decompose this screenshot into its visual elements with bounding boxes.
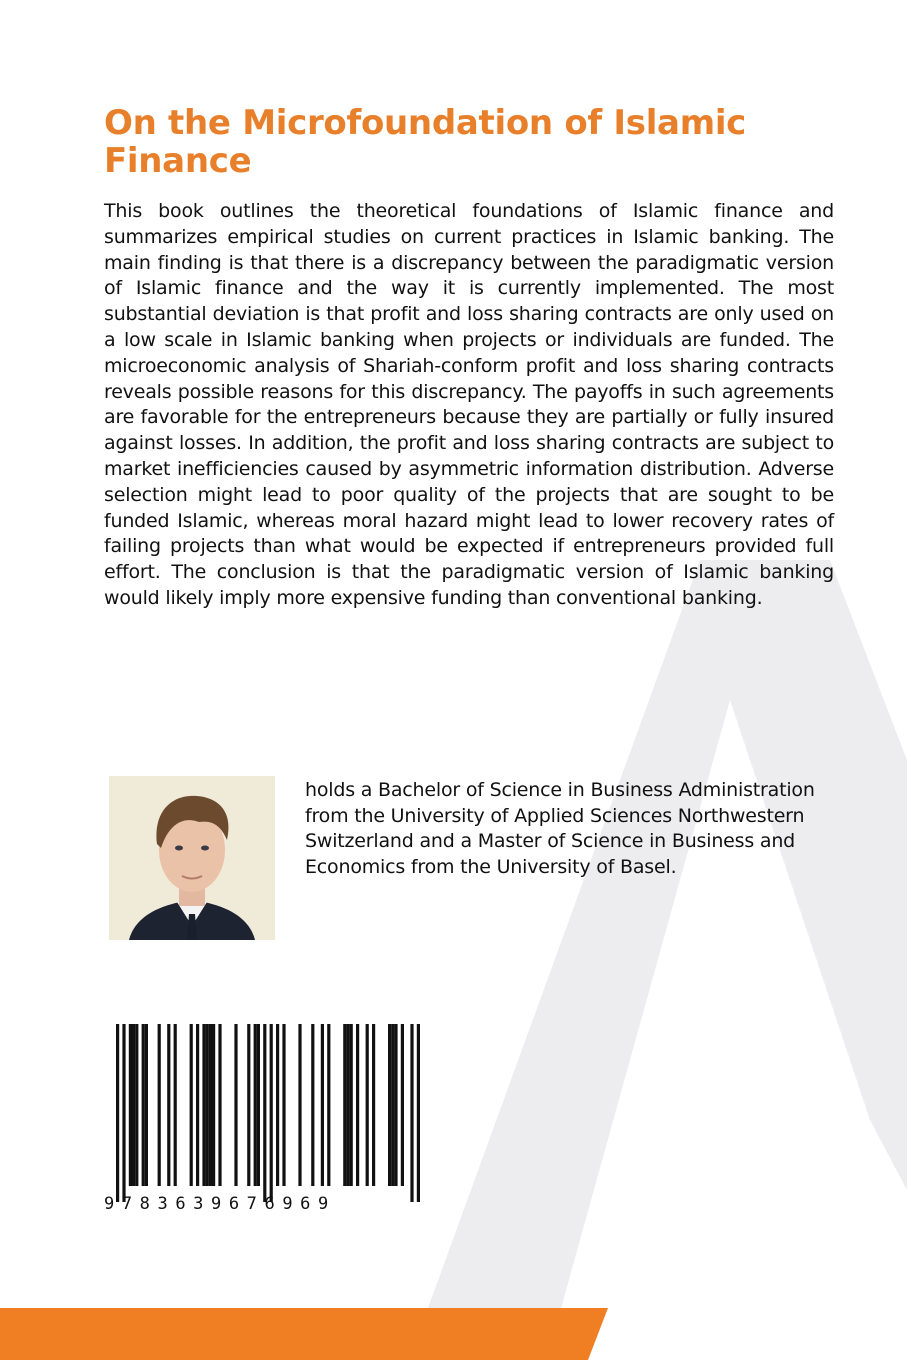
isbn-number: 9783639676969 [104, 1194, 336, 1214]
barcode-icon [104, 1024, 434, 1214]
barcode-bar [158, 1024, 161, 1186]
barcode-bar [350, 1024, 353, 1186]
barcode-bar [135, 1024, 138, 1186]
watermark-chevron [420, 560, 907, 1330]
author-portrait-icon [109, 776, 275, 940]
barcode-bar [209, 1024, 212, 1186]
barcode-bar [196, 1024, 199, 1186]
barcode-bar [218, 1024, 221, 1186]
barcode-bar [257, 1024, 260, 1186]
barcode-bar [417, 1024, 420, 1202]
barcode-bar [122, 1024, 125, 1202]
book-title: On the Microfoundation of Islamic Finance [104, 103, 747, 181]
barcode-bar [234, 1024, 237, 1186]
barcode-bar [366, 1024, 369, 1186]
barcode-bar [116, 1024, 119, 1202]
barcode-bar [372, 1024, 375, 1186]
barcode-bar [202, 1024, 205, 1186]
author-bio: holds a Bachelor of Science in Business Administration from the University of Applied Sciences Northwestern Switzerland and a Master of Science in Business and Economics from the University of Basel. [305, 779, 815, 878]
barcode-bar [276, 1024, 279, 1186]
barcode-bar [254, 1024, 257, 1186]
barcode-bar [388, 1024, 391, 1186]
barcode-bar [356, 1024, 359, 1186]
barcode-bar [167, 1024, 170, 1186]
barcode-bar [142, 1024, 145, 1186]
barcode-bar [391, 1024, 394, 1186]
barcode-bar [410, 1024, 413, 1202]
barcode-bar [346, 1024, 349, 1186]
barcode-bar [311, 1024, 314, 1186]
barcode-bar [263, 1024, 266, 1202]
barcode-bar [282, 1024, 285, 1186]
barcode-bar [321, 1024, 324, 1186]
barcode-bar [327, 1024, 330, 1186]
barcode-bar [206, 1024, 209, 1186]
barcode-bar [401, 1024, 404, 1186]
barcode-bar [298, 1024, 301, 1186]
barcode-bar [212, 1024, 215, 1186]
barcode-bar [132, 1024, 135, 1186]
barcode-bar [190, 1024, 193, 1186]
orange-footer-bar [0, 1308, 608, 1360]
barcode-bar [394, 1024, 397, 1186]
barcode-bar [270, 1024, 273, 1202]
barcode-bar [145, 1024, 148, 1186]
book-description: This book outlines the theoretical foundations of Islamic finance and summarizes empirical studies on current practices in Islamic banking. The main finding is that there is a discrepancy between the paradigmatic version of Islamic finance and the way it is currently implemented. The most substantial deviation is that profit and loss sharing contracts are only used on a low scale in Islamic banking when projects or individuals are funded. The microeconomic analysis of Shariah-conform profit and loss sharing contracts reveals possible reasons for this discrepancy. The payoffs in such agreements are favorable for the entrepreneurs because they are partially or fully insured against losses. In addition, the profit and loss sharing contracts are subject to market inefficiencies caused by asymmetric information distribution. Adverse selection might lead to poor quality of the projects that are sought to be funded Islamic, whereas moral hazard might lead to lower recovery rates of failing projects than what would be expected if entrepreneurs provided full effort. The conclusion is that the paradigmatic version of Islamic banking would likely imply more expensive funding than conventional banking. [104, 200, 834, 609]
barcode-bar [343, 1024, 346, 1186]
barcode-bar [174, 1024, 177, 1186]
barcode-bar [129, 1024, 132, 1186]
barcode-bar [247, 1024, 250, 1186]
